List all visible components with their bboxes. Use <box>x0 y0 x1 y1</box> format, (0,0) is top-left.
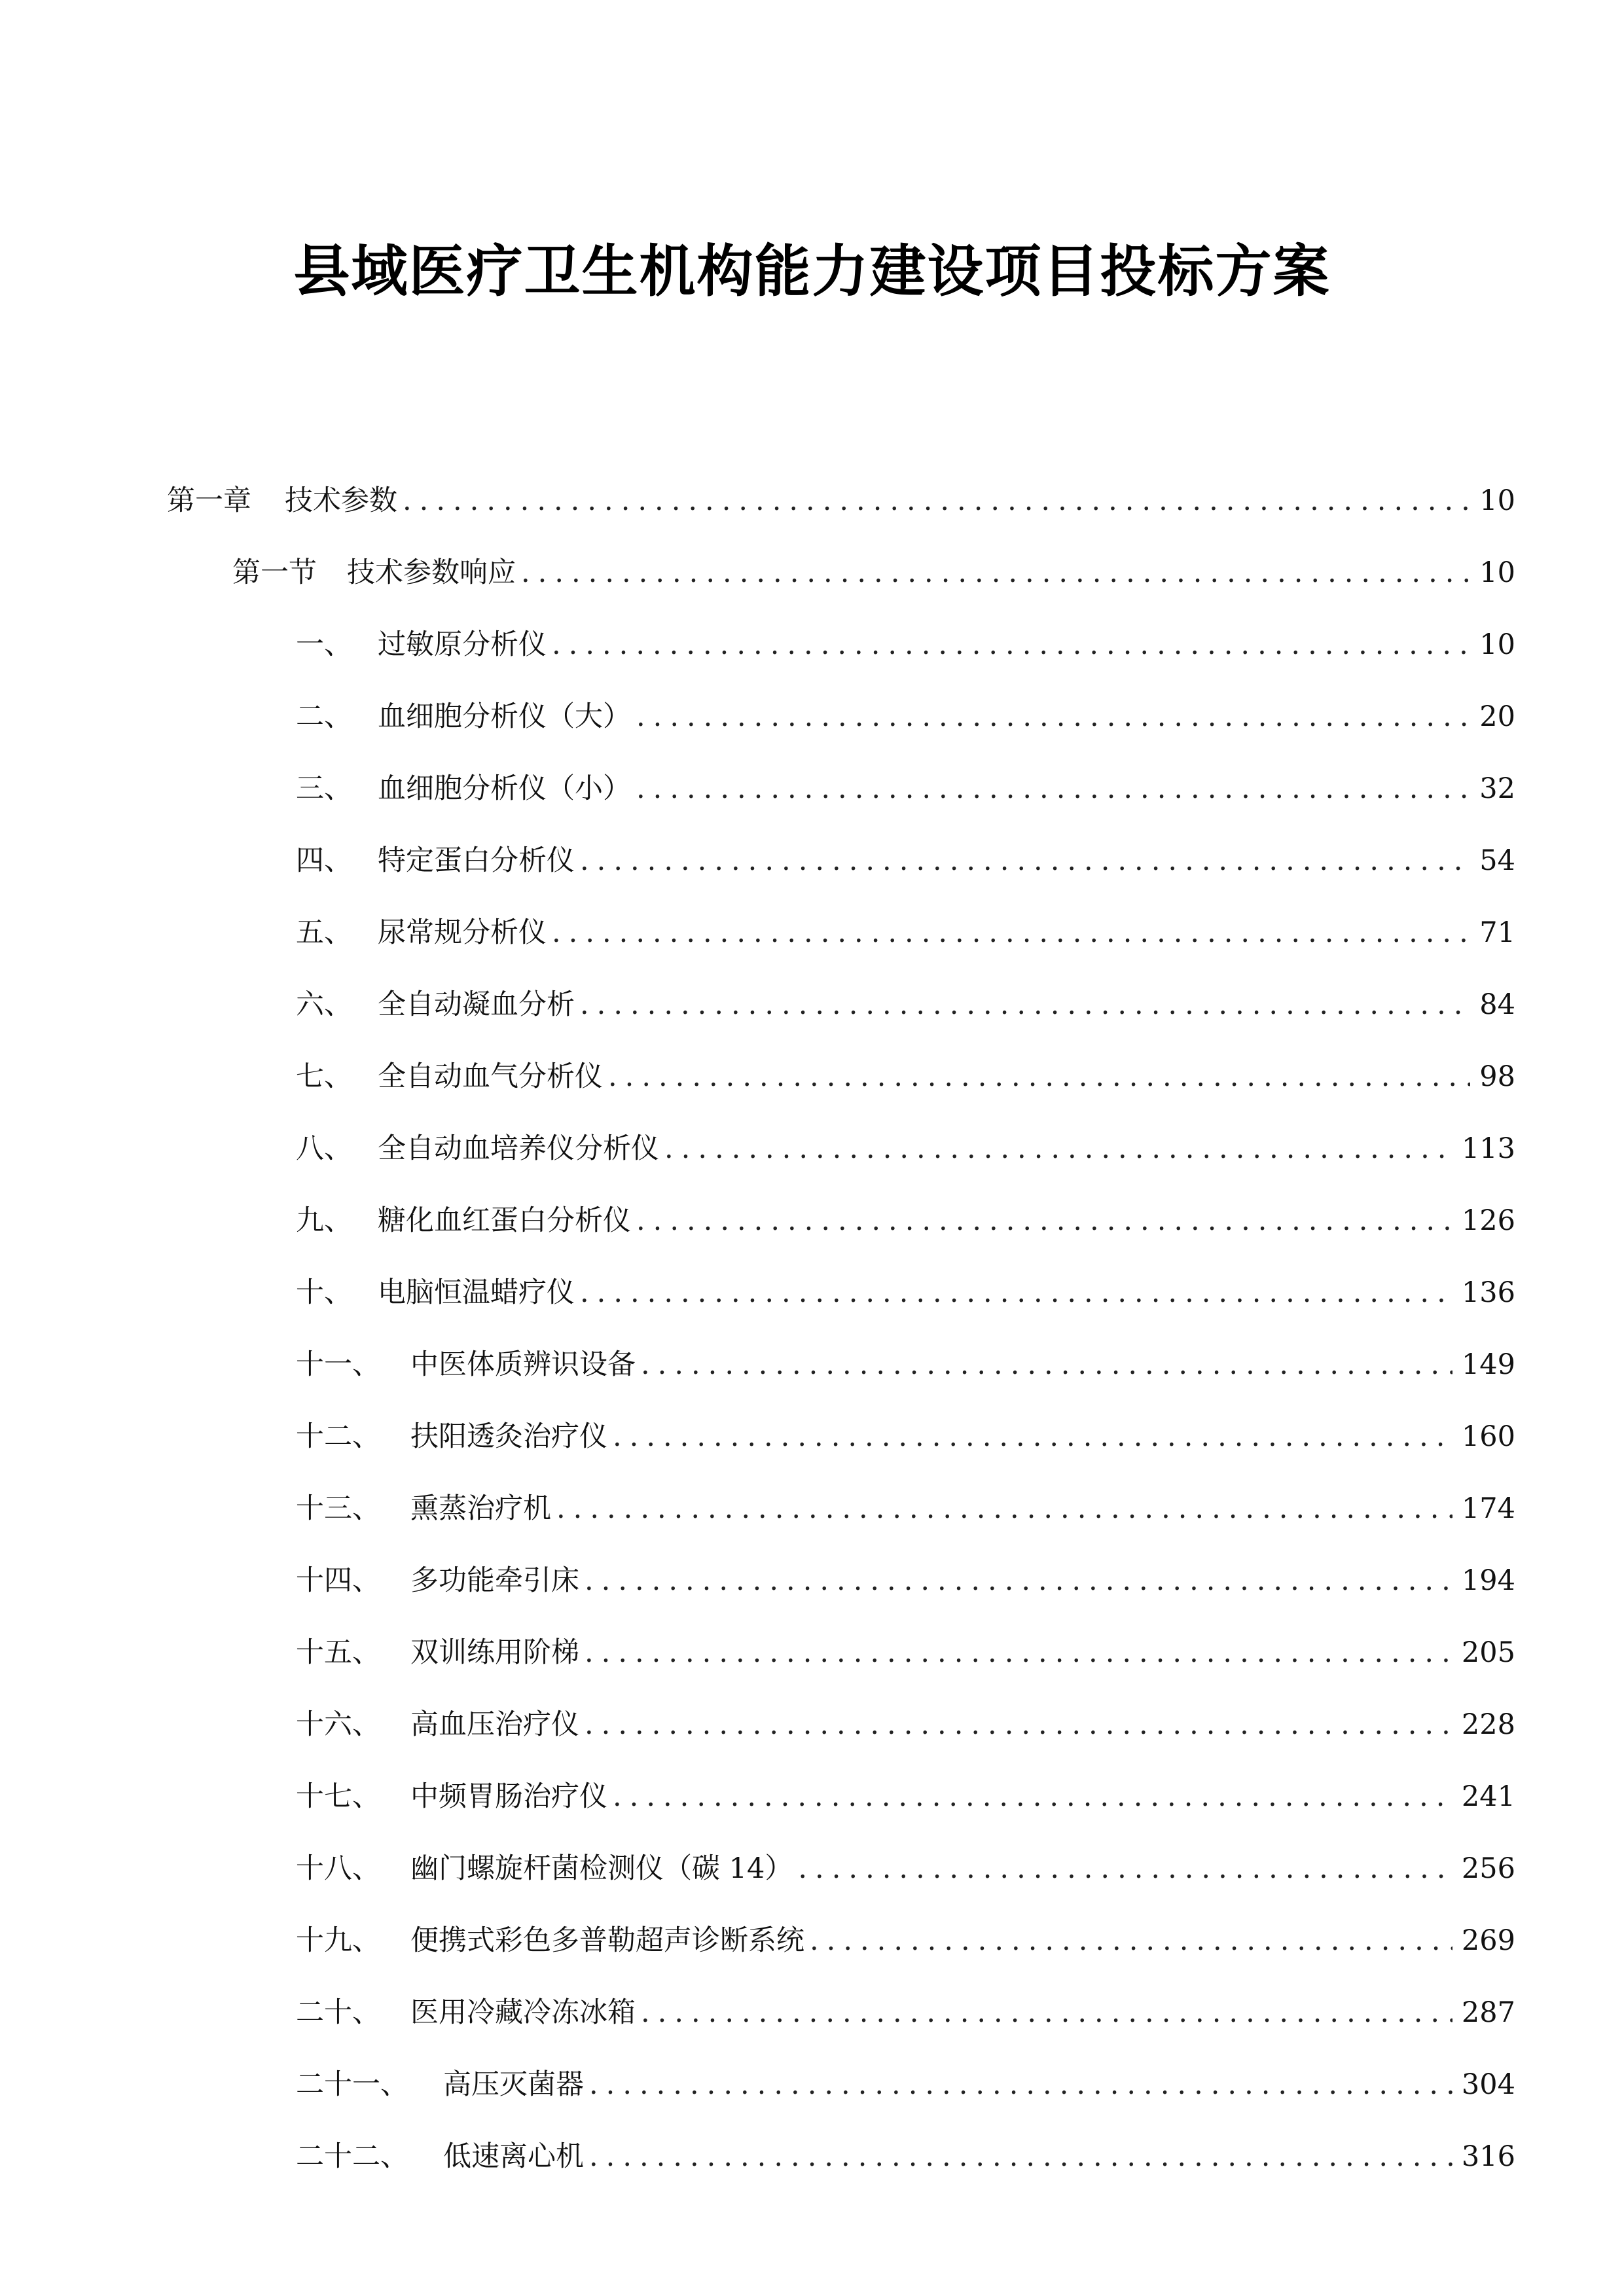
toc-entry-label: 幽门螺旋杆菌检测仪（碳 14） <box>410 1852 793 1885</box>
toc-item-entry[interactable] <box>296 2137 1515 2176</box>
toc-entry-label: 特定蛋白分析仪 <box>378 844 575 877</box>
toc-item-entry[interactable] <box>296 1561 1515 1600</box>
toc-entry-number: 三、 <box>296 772 352 805</box>
toc-chapter-entry[interactable] <box>167 481 1515 520</box>
document-title: 县域医疗卫生机构能力建设项目投标方案 <box>293 239 1331 304</box>
toc-page-number: 84 <box>1479 988 1515 1021</box>
toc-page-number: 20 <box>1479 700 1515 733</box>
toc-section-entry[interactable] <box>232 553 1515 592</box>
toc-dot-leader <box>585 1633 1453 1672</box>
toc-entry-label: 医用冷藏冷冻冰箱 <box>410 1996 636 2029</box>
toc-dot-leader <box>552 913 1470 952</box>
toc-entry-number: 二、 <box>296 700 352 733</box>
toc-entry-label: 尿常规分析仪 <box>378 916 547 949</box>
toc-dot-leader <box>810 1921 1453 1960</box>
toc-entry-label: 糖化血红蛋白分析仪 <box>378 1204 631 1237</box>
toc-item-entry[interactable] <box>296 1705 1515 1744</box>
toc-item-entry[interactable] <box>296 985 1515 1024</box>
toc-dot-leader <box>636 697 1470 736</box>
toc-page-number: 54 <box>1479 844 1515 877</box>
toc-dot-leader <box>636 1201 1453 1240</box>
toc-page-number: 256 <box>1461 1852 1515 1885</box>
toc-entry-number: 十三、 <box>296 1492 380 1525</box>
toc-dot-leader <box>613 1777 1453 1816</box>
toc-page-number: 228 <box>1461 1708 1515 1741</box>
toc-entry-number: 二十二、 <box>296 2140 408 2173</box>
toc-entry-label: 中频胃肠治疗仪 <box>410 1780 607 1813</box>
toc-page-number: 10 <box>1479 484 1515 517</box>
toc-page-number: 241 <box>1461 1780 1515 1813</box>
toc-item-entry[interactable] <box>296 625 1515 664</box>
toc-dot-leader <box>613 1417 1453 1456</box>
toc-item-entry[interactable] <box>296 1201 1515 1240</box>
toc-item-entry[interactable] <box>296 1345 1515 1384</box>
toc-entry-number: 十六、 <box>296 1708 380 1741</box>
toc-entry-number: 二十一、 <box>296 2068 408 2101</box>
toc-entry-number: 十四、 <box>296 1564 380 1597</box>
toc-dot-leader <box>664 1129 1453 1168</box>
toc-entry-label: 熏蒸治疗机 <box>410 1492 551 1525</box>
toc-dot-leader <box>589 2065 1453 2104</box>
toc-dot-leader <box>641 1345 1453 1384</box>
toc-entry-label: 技术参数 <box>285 484 397 517</box>
toc-entry-number: 十、 <box>296 1276 352 1309</box>
toc-item-entry[interactable] <box>296 1489 1515 1528</box>
toc-dot-leader <box>580 1273 1453 1312</box>
toc-page-number: 269 <box>1461 1924 1515 1957</box>
toc-item-entry[interactable] <box>296 2065 1515 2104</box>
toc-dot-leader <box>403 481 1470 520</box>
toc-item-entry[interactable] <box>296 1273 1515 1312</box>
toc-page-number: 174 <box>1461 1492 1515 1525</box>
toc-entry-label: 全自动血培养仪分析仪 <box>378 1132 659 1165</box>
toc-item-entry[interactable] <box>296 1993 1515 2032</box>
toc-dot-leader <box>798 1849 1453 1888</box>
toc-entry-number: 二十、 <box>296 1996 380 2029</box>
toc-page-number: 287 <box>1461 1996 1515 2029</box>
toc-entry-number: 一、 <box>296 628 352 661</box>
toc-dot-leader <box>580 841 1470 880</box>
toc-page-number: 10 <box>1479 556 1515 589</box>
toc-page-number: 98 <box>1479 1060 1515 1093</box>
toc-dot-leader <box>521 553 1470 592</box>
toc-dot-leader <box>580 985 1470 1024</box>
toc-page-number: 10 <box>1479 628 1515 661</box>
toc-entry-label: 全自动凝血分析 <box>378 988 575 1021</box>
toc-entry-number: 十二、 <box>296 1420 380 1453</box>
toc-entry-number: 十八、 <box>296 1852 380 1885</box>
toc-page-number: 149 <box>1461 1348 1515 1381</box>
toc-page-number: 194 <box>1461 1564 1515 1597</box>
toc-item-entry[interactable] <box>296 1129 1515 1168</box>
toc-entry-label: 技术参数响应 <box>347 556 516 589</box>
toc-entry-label: 血细胞分析仪（小） <box>378 772 631 805</box>
toc-entry-number: 十五、 <box>296 1636 380 1669</box>
toc-entry-number: 第一节 <box>232 556 317 589</box>
toc-dot-leader <box>641 1993 1453 2032</box>
toc-dot-leader <box>636 769 1470 808</box>
toc-entry-label: 扶阳透灸治疗仪 <box>410 1420 607 1453</box>
toc-entry-number: 十九、 <box>296 1924 380 1957</box>
toc-page-number: 32 <box>1479 772 1515 805</box>
toc-entry-label: 血细胞分析仪（大） <box>378 700 631 733</box>
toc-item-entry[interactable] <box>296 1057 1515 1096</box>
toc-item-entry[interactable] <box>296 769 1515 808</box>
toc-entry-label: 多功能牵引床 <box>410 1564 579 1597</box>
toc-dot-leader <box>585 1561 1453 1600</box>
toc-entry-number: 七、 <box>296 1060 352 1093</box>
toc-entry-number: 十七、 <box>296 1780 380 1813</box>
toc-entry-label: 低速离心机 <box>443 2140 584 2173</box>
toc-item-entry[interactable] <box>296 1849 1515 1888</box>
toc-dot-leader <box>589 2137 1453 2176</box>
toc-entry-number: 四、 <box>296 844 352 877</box>
toc-entry-label: 高压灭菌器 <box>443 2068 584 2101</box>
toc-page-number: 113 <box>1461 1132 1515 1165</box>
toc-item-entry[interactable] <box>296 1777 1515 1816</box>
toc-item-entry[interactable] <box>296 913 1515 952</box>
toc-item-entry[interactable] <box>296 841 1515 880</box>
toc-entry-label: 双训练用阶梯 <box>410 1636 579 1669</box>
toc-entry-number: 六、 <box>296 988 352 1021</box>
toc-entry-number: 八、 <box>296 1132 352 1165</box>
toc-dot-leader <box>585 1705 1453 1744</box>
toc-entry-number: 十一、 <box>296 1348 380 1381</box>
toc-page-number: 71 <box>1479 916 1515 949</box>
toc-dot-leader <box>552 625 1470 664</box>
toc-item-entry[interactable] <box>296 1921 1515 1960</box>
toc-page-number: 136 <box>1461 1276 1515 1309</box>
toc-entry-number: 第一章 <box>167 484 251 517</box>
toc-entry-label: 过敏原分析仪 <box>378 628 547 661</box>
toc-page-number: 205 <box>1461 1636 1515 1669</box>
toc-page-number: 160 <box>1461 1420 1515 1453</box>
toc-entry-number: 九、 <box>296 1204 352 1237</box>
toc-item-entry[interactable] <box>296 1633 1515 1672</box>
toc-page-number: 126 <box>1461 1204 1515 1237</box>
toc-item-entry[interactable] <box>296 1417 1515 1456</box>
toc-item-entry[interactable] <box>296 697 1515 736</box>
toc-entry-label: 高血压治疗仪 <box>410 1708 579 1741</box>
toc-page-number: 316 <box>1461 2140 1515 2173</box>
toc-page-number: 304 <box>1461 2068 1515 2101</box>
toc-entry-number: 五、 <box>296 916 352 949</box>
toc-dot-leader <box>556 1489 1453 1528</box>
toc-entry-label: 中医体质辨识设备 <box>410 1348 636 1381</box>
toc-entry-label: 全自动血气分析仪 <box>378 1060 603 1093</box>
toc-dot-leader <box>608 1057 1470 1096</box>
toc-entry-label: 电脑恒温蜡疗仪 <box>378 1276 575 1309</box>
toc-entry-label: 便携式彩色多普勒超声诊断系统 <box>410 1924 804 1957</box>
